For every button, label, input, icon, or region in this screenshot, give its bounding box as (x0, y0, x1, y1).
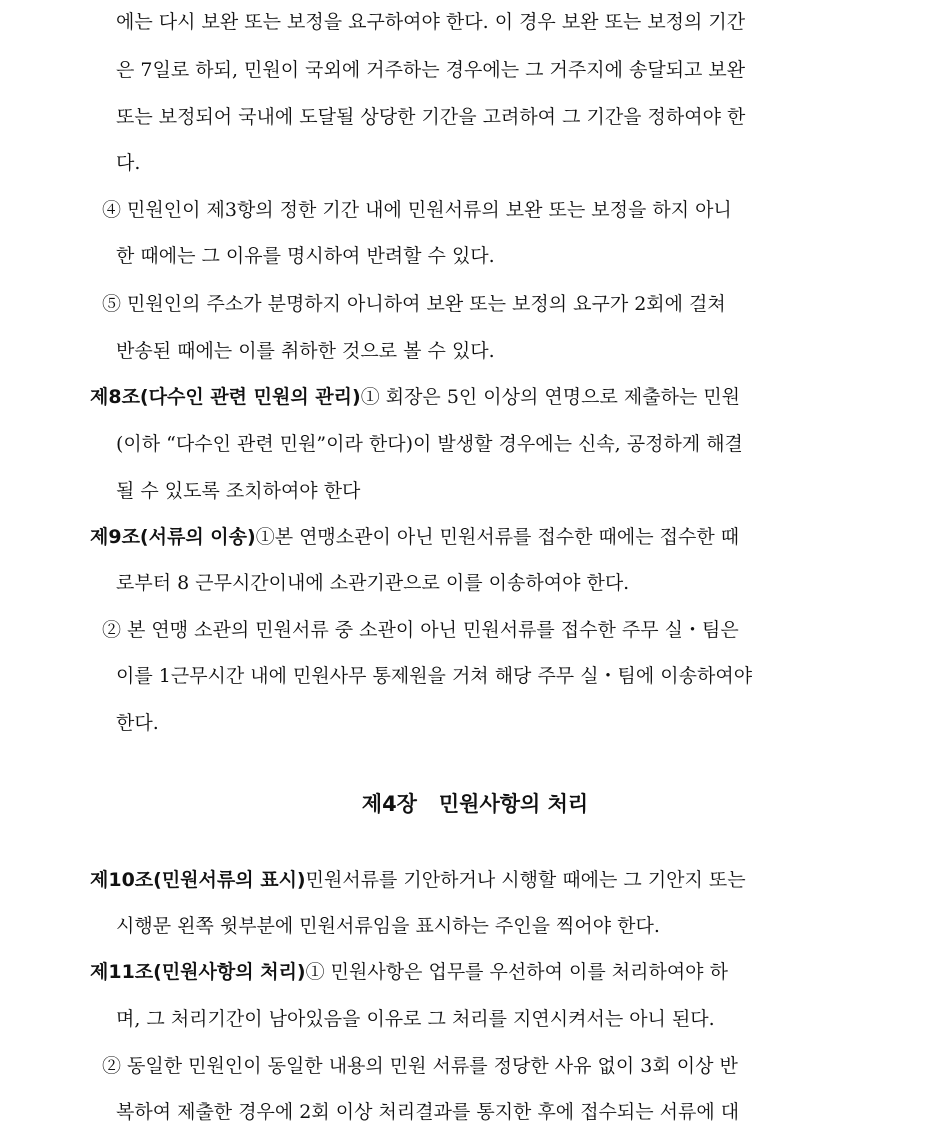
chapter-heading: 제4장 민원사항의 처리 (361, 792, 589, 816)
text-line: ② 동일한 민원인이 동일한 내용의 민원 서류를 정당한 사유 없이 3회 이상 반 (102, 1055, 738, 1077)
text-line: 될 수 있도록 조치하여야 한다 (116, 480, 361, 502)
article-8-line: 제8조(다수인 관련 민원의 관리)① 회장은 5인 이상의 연명으로 제출하는 민원 (90, 386, 741, 408)
text-line: ⑤ 민원인의 주소가 분명하지 아니하여 보완 또는 보정의 요구가 2회에 걸쳐 (102, 293, 726, 315)
text-line: 한다. (116, 712, 159, 734)
text-line: 반송된 때에는 이를 취하한 것으로 볼 수 있다. (116, 340, 495, 362)
article-title: 제9조(서류의 이송) (90, 526, 256, 548)
text-line: (이하 “다수인 관련 민원”이라 한다)이 발생할 경우에는 신속, 공정하게 해결 (116, 433, 743, 455)
article-title: 제8조(다수인 관련 민원의 관리) (90, 386, 361, 408)
article-title: 제11조(민원사항의 처리) (90, 961, 306, 983)
text-line: 다. (116, 152, 141, 174)
text-line: 이를 1근무시간 내에 민원사무 통제원을 거쳐 해당 주무 실・팀에 이송하여야 (116, 665, 753, 687)
article-10-line: 제10조(민원서류의 표시)민원서류를 기안하거나 시행할 때에는 그 기안지 또는 (90, 869, 746, 891)
article-title: 제10조(민원서류의 표시) (90, 869, 306, 891)
text-line: 로부터 8 근무시간이내에 소관기관으로 이를 이송하여야 한다. (116, 572, 630, 594)
text-line: 시행문 왼쪽 윗부분에 민원서류임을 표시하는 주인을 찍어야 한다. (116, 915, 660, 937)
text-line: ② 본 연맹 소관의 민원서류 중 소관이 아닌 민원서류를 접수한 주무 실・팀은 (102, 619, 739, 641)
text-line: 은 7일로 하되, 민원이 국외에 거주하는 경우에는 그 거주지에 송달되고 보완 (116, 59, 746, 81)
text-line: 또는 보정되어 국내에 도달될 상당한 기간을 고려하여 그 기간을 정하여야 한 (116, 106, 746, 128)
text-line: 복하여 제출한 경우에 2회 이상 처리결과를 통지한 후에 접수되는 서류에 대 (116, 1101, 740, 1123)
text-line: ④ 민원인이 제3항의 정한 기간 내에 민원서류의 보완 또는 보정을 하지 아니 (102, 199, 732, 221)
article-11-line: 제11조(민원사항의 처리)① 민원사항은 업무를 우선하여 이를 처리하여야 하 (90, 961, 728, 983)
text-line: 며, 그 처리기간이 남아있음을 이유로 그 처리를 지연시켜서는 아니 된다. (116, 1008, 715, 1030)
text-line: 에는 다시 보완 또는 보정을 요구하여야 한다. 이 경우 보완 또는 보정의 기간 (116, 11, 746, 33)
article-9-line: 제9조(서류의 이송)①본 연맹소관이 아닌 민원서류를 접수한 때에는 접수한 때 (90, 526, 740, 548)
text-line: 한 때에는 그 이유를 명시하여 반려할 수 있다. (116, 245, 495, 267)
